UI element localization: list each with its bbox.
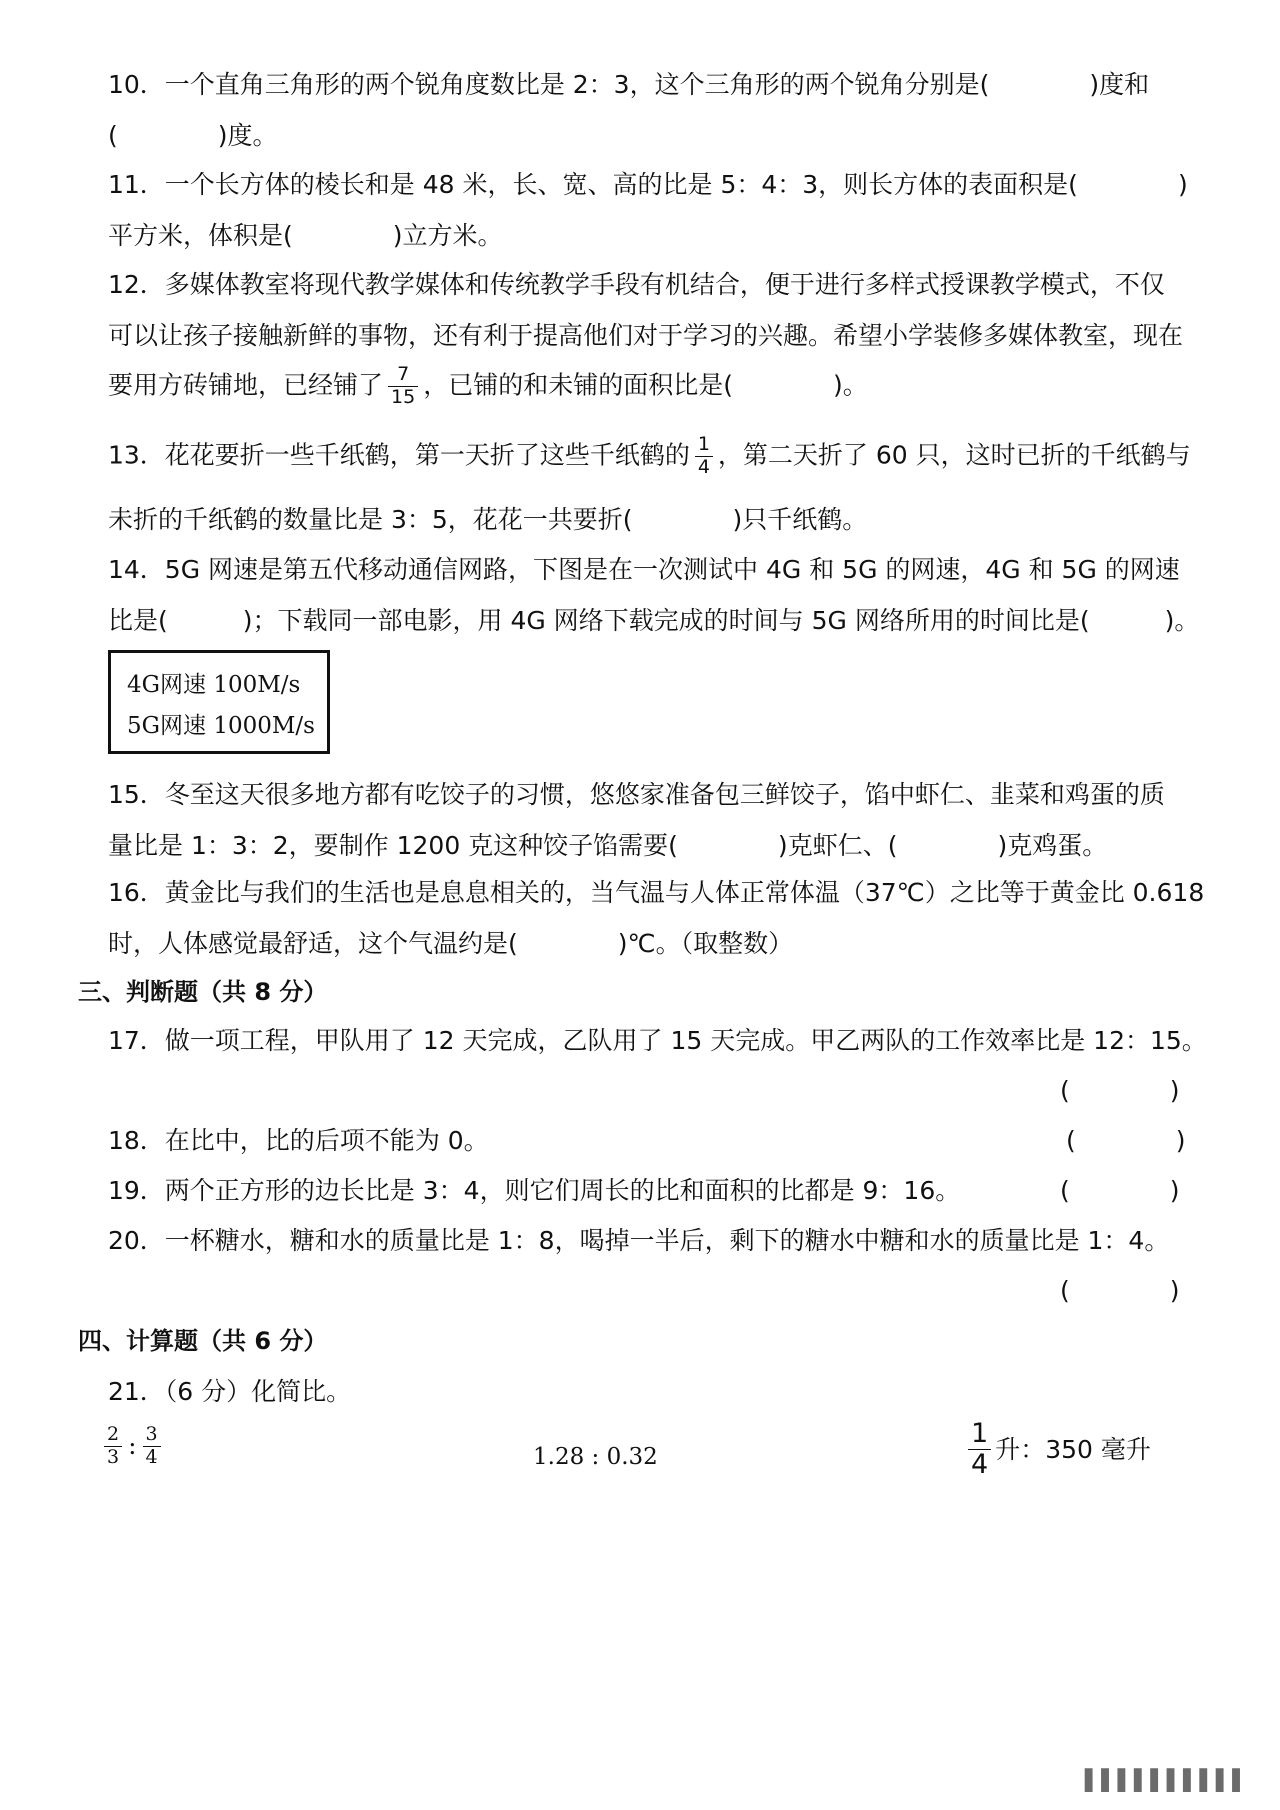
q21c-frac-num: 1 — [968, 1420, 991, 1450]
q21-expression-a — [104, 1425, 166, 1468]
q16-line1: 16．黄金比与我们的生活也是息息相关的，当气温与人体正常体温（37℃）之比等于黄金比 0.618 — [108, 878, 1205, 907]
q21a-frac2 — [143, 1425, 161, 1468]
q20-answer-bracket[interactable]: ( ) — [1060, 1276, 1180, 1305]
q21c-fraction — [968, 1420, 991, 1480]
q21a-frac2-num: 3 — [143, 1425, 161, 1447]
q21-expression-c — [968, 1420, 1151, 1480]
q18-answer-bracket[interactable]: ( ) — [1066, 1126, 1186, 1155]
q10-line1: 10．一个直角三角形的两个锐角度数比是 2：3，这个三角形的两个锐角分别是( )度和 — [108, 70, 1150, 99]
q14-line2: 比是( )；下载同一部电影，用 4G 网络下载完成的时间与 5G 网络所用的时间比是( )。 — [108, 606, 1200, 635]
q13-line1-pre: 13．花花要折一些千纸鹤，第一天折了这些千纸鹤的 — [108, 440, 690, 470]
q17-answer-bracket[interactable]: ( ) — [1060, 1076, 1180, 1105]
q21-expression-b: 1.28 : 0.32 — [533, 1444, 658, 1470]
q12-frac-num: 7 — [388, 365, 418, 387]
q12-line3-post: ，已铺的和未铺的面积比是( )。 — [423, 370, 868, 400]
q19-text: 19．两个正方形的边长比是 3：4，则它们周长的比和面积的比都是 9：16。 — [108, 1176, 961, 1205]
q15-line2: 量比是 1：3：2，要制作 1200 克这种饺子馅需要( )克虾仁、( )克鸡蛋。 — [108, 831, 1108, 860]
q21-title: 21．（6 分）化简比。 — [108, 1377, 352, 1406]
q16-line2: 时，人体感觉最舒适，这个气温约是( )℃。（取整数） — [108, 929, 794, 958]
q12-frac-den: 15 — [391, 385, 416, 408]
q12-line3 — [108, 365, 868, 408]
q15-line1: 15．冬至这天很多地方都有吃饺子的习惯，悠悠家准备包三鲜饺子，馅中虾仁、韭菜和鸡蛋的质 — [108, 780, 1165, 809]
scan-watermark: ▌▌▌▌▌▌▌▌▌▌ — [1085, 1768, 1249, 1792]
q12-line3-pre: 要用方砖铺地，已经铺了 — [108, 370, 384, 400]
q12-fraction — [388, 365, 418, 408]
speed-5g: 5G网速 1000M/s — [127, 712, 315, 739]
speed-4g: 4G网速 100M/s — [127, 672, 301, 698]
q11-line2: 平方米，体积是( )立方米。 — [108, 221, 503, 250]
q13-frac-num: 1 — [695, 435, 713, 457]
q12-line2: 可以让孩子接触新鲜的事物，还有利于提高他们对于学习的兴趣。希望小学装修多媒体教室，现在 — [108, 321, 1184, 350]
section-title-judgement: 三、判断题（共 8 分） — [78, 978, 328, 1006]
q21a-frac1-num: 2 — [104, 1425, 122, 1447]
q13-line1-post: ，第二天折了 60 只，这时已折的千纸鹤与 — [717, 440, 1191, 470]
q11-line1: 11．一个长方体的棱长和是 48 米，长、宽、高的比是 5：4：3，则长方体的表面积是( ) — [108, 170, 1188, 199]
q21a-frac2-den: 4 — [145, 1445, 158, 1468]
q13-line2: 未折的千纸鹤的数量比是 3：5，花花一共要折( )只千纸鹤。 — [108, 505, 868, 534]
q21c-text: 升：350 毫升 — [995, 1434, 1151, 1464]
q17-text: 17．做一项工程，甲队用了 12 天完成，乙队用了 15 天完成。甲乙两队的工作效率比是 12：15。 — [108, 1026, 1207, 1055]
q14-line1: 14．5G 网速是第五代移动通信网路，下图是在一次测试中 4G 和 5G 的网速，4G 和 5G 的网速 — [108, 555, 1180, 584]
q21a-frac1 — [104, 1425, 122, 1468]
q18-text: 18．在比中，比的后项不能为 0。 — [108, 1126, 489, 1155]
q12-line1: 12．多媒体教室将现代教学媒体和传统教学手段有机结合，便于进行多样式授课教学模式，不仅 — [108, 270, 1165, 299]
q10-line2: ( )度。 — [108, 121, 278, 150]
network-speed-box — [108, 650, 330, 754]
q21c-frac-den: 4 — [971, 1449, 989, 1481]
q20-text: 20．一杯糖水，糖和水的质量比是 1：8，喝掉一半后，剩下的糖水中糖和水的质量比是 1：4。 — [108, 1226, 1170, 1255]
q21a-colon: : — [128, 1431, 137, 1461]
q21a-frac1-den: 3 — [107, 1445, 120, 1468]
q13-frac-den: 4 — [697, 455, 710, 478]
q13-fraction — [695, 435, 713, 478]
q19-answer-bracket[interactable]: ( ) — [1060, 1176, 1180, 1205]
section-title-calculation: 四、计算题（共 6 分） — [78, 1327, 328, 1355]
q13-line1 — [108, 435, 1191, 478]
